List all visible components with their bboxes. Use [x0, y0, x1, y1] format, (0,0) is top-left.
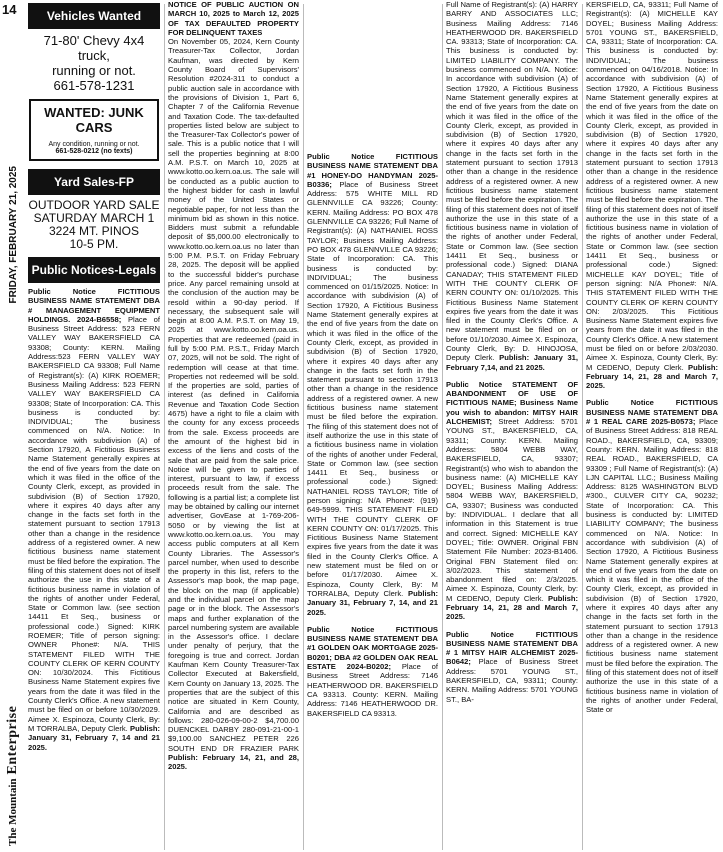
- notice-abandonment-mitsy: [446, 380, 578, 622]
- vehicles-ad-line1: 71-80' Chevy 4x4 truck,: [43, 33, 145, 63]
- yard-sale-line4: 10-5 PM.: [69, 237, 119, 251]
- column-rule: [582, 4, 583, 850]
- notice-fbn-real-care: [586, 398, 718, 714]
- vertical-masthead: [6, 166, 20, 846]
- notice-publish-dates: Publish: January 31, February 7,14, and 21 2025.: [446, 353, 578, 372]
- yard-sale-ad: [26, 199, 162, 251]
- notice-body: Place of Business Street Address: 7146 HEATHERWOOD DR. BAKERSFIELD CA 93313. County: KERN. Mailing Address: 7146 HEATHERWOOD DR. BAKERSFIELD CA 93313.: [307, 662, 438, 718]
- notice-fbn-mitsy: [446, 630, 578, 704]
- column-rule: [303, 4, 304, 850]
- page-number: 14: [2, 2, 17, 17]
- vehicles-wanted-header: Vehicles Wanted: [28, 3, 160, 29]
- vehicles-ad: [26, 33, 162, 93]
- notice-fbn-golden-oak-cont: [446, 0, 578, 372]
- yard-sale-line2: SATURDAY MARCH 1: [33, 211, 155, 225]
- column-2: [166, 0, 301, 852]
- notice-publish-dates: Publish: January 31, February 7, 14, and 21 2025.: [307, 588, 438, 617]
- notice-heading: Public Notice FICTITIOUS BUSINESS NAME STATEMENT DBA # 1 MITSY HAIR ALCHEMIST 2025-B0642;: [446, 629, 578, 667]
- junk-cars-title: WANTED: JUNK CARS: [44, 105, 144, 135]
- notice-fbn-honey-do: [307, 152, 438, 617]
- notice-publish-dates: Publish: February 14, 21, 28 and March 7, 2025.: [586, 362, 718, 391]
- notice-body: On November 05, 2024, Kern County Treasurer-Tax Collector, Jordan Kaufman, was directed by Kern County Board of Supervisors' Resolution #2024-311 to conduct a public auction sale in accordance with the provisions of Division 1, Part 6, Chapter 7 of the California Revenue and Taxation Code. The tax-defaulted properties listed below are subject to the Treasurer-Tax Collector's power of sale. This is a public notice that I will sell the properties beginning at 8:00 A.M. P.S.T. on March 10, 2025 at www.kotto.oo.kern.oa.us. The sale will be conducted as a public auction to the highest bidder for cash in lawful money of the United States or negotiable paper, for not less than the minimum bid as shown in this notice. Bidders must submit a refundable deposit of $5,000.00 electronically to www.kotto.oo.kern.oa.us no later than 5:00 P.M. P.S.T. on Friday February 28, 2025. The deposit will be applied to the successful bidder's purchase price. Any parcel remaining unsold at the conclusion of the auction may be resold within a 90-day period. If necessary, the subsequent sale will begin at 8:00 A.M. P.S.T. on May 19, 2025 at www.kotto.oo.kern.oa.us. Properties that are redeemed (paid in full by 5:00 P.M. P.S.T., Friday March 07, 2025, will not be sold. The right of redemption will cease at that time. Properties not redeemed will be sold. If the properties are sold, parties of interest (as defined in California Revenue and Taxation Code Section 4675) have a right to file a claim with the county for any excess proceeds from the sale. Excess proceeds are the amount of the highest bid in excess of the liens and costs of the sale that are paid from the sale price. Notice will be given to parties of interest, pursuant to law, if excess proceeds result from the sale. The following is a partial list; a complete list may be obtained by calling our internet advertiser, GovEase at 1-769-206-5050 or by viewing the list at www.kotto.oo.kern.oa.us. You may access public computers at all Kern County Libraries. The Assessor's parcel number, when used to describe the property in this list, refers to the Assessor's map book, the map page, the block on the map (if applicable) and the individual parcel on the map page or in the block. The Assessor's maps and further explanation of the parcel numbering system are available in the Assessor's office. I declare under penalty of perjury, that the foregoing is true and correct. Jordan Kaufman Kern County Treasurer-Tax Collector Executed at Bakersfield, Kern County on January 13, 2025. The properties that are the subject of this notice are situated in Kern County, California and are described as follows: 280-026-09-00-2 $4,700.00 DUENCKEL DARBY 280-091-21-00-1 $9,100.00 SANCHEZ PETER 226 SOUTH END DR FRAZIER PARK: [168, 37, 299, 753]
- notice-heading: Public Notice FICTITIOUS BUSINESS NAME STATEMENT DBA # MANAGEMENT EQUIPMENT HOLDINGS. 2024-B6558;: [28, 287, 160, 324]
- notice-public-auction: [168, 0, 299, 772]
- yard-sale-line1: OUTDOOR YARD SALE: [28, 198, 160, 212]
- notice-fbn-mitsy-cont: [586, 0, 718, 390]
- notice-publish-dates: Publish: February 14, 21, and 28, 2025.: [168, 753, 299, 772]
- notice-heading: Public Notice FICTITIOUS BUSINESS NAME STATEMENT DBA # 1 REAL CARE 2025-B0573;: [586, 398, 718, 427]
- public-notices-header: Public Notices-Legals: [28, 257, 160, 283]
- notice-fbn-management-equipment: [28, 287, 160, 752]
- notice-publish-dates: Publish: January 31, February 7, 14 and 21 2025.: [28, 723, 160, 752]
- yard-sales-header: Yard Sales-FP: [28, 169, 160, 195]
- column-rule: [164, 4, 165, 850]
- page-gutter: [0, 0, 24, 852]
- notice-body: KERSFIELD, CA, 93311; Full Name of Registrant(s): (A) MICHELLE KAY DOYEL; Business Mailing Address: 5701 YOUNG ST., BAKERSFIELD, CA, 93311; State of Incorporation: CA. This business is conducted by: INDIVIDUAL; The business commenced on 04/16/2018. Notice: In accordance with subdivision (A) of Section 17920, A Fictitious Business Name Statement generally expires at the end of five years from the date on which it was filed in the office of the County Clerk, except, as provided in subdivision (B) of Section 17920, where it expires 40 days after any change in the facts set forth in the statement pursuant to section 17913 other than a change in the residence address of a registered owner. A new fictitious business name statement must be filed before the expiration. The filing of this statement does not of itself authorize the use in this state of a fictitious business name in violation of the rights of another under Federal, State or Common law. (see section 14411 Et Seq., business or professional code.) Signed: MICHELLE KAY DOYEL; Title of person signing: N/A Phone#: N/A. THIS STATEMENT FILED WITH THE COUNTY CLERK OF KERN COUNTY ON: 2/03/2025. This Fictitious Business Name Statement expires five years from the date it was filed in the County Clerk's Office. A new statement must be filed on or before 2/03/2030. Aimee X. Espinoza, County Clerk, By: M CEDENO, Deputy Clerk.: [586, 0, 718, 372]
- notice-heading: Public Notice FICTITIOUS BUSINESS NAME STATEMENT DBA #1 GOLDEN OAK MORTGAGE 2025-B0201; DBA #2 GOLDEN OAK REAL ESTATE 2024-B0202;: [307, 624, 438, 672]
- notice-publish-dates: Publish: February 14, 21, 28 and March 7, 2025.: [446, 593, 578, 622]
- masthead-name: Enterprise: [5, 705, 20, 775]
- notice-body: Full Name of Registrant(s): (A) HARRY BARRY AND ASSOCIATES LLC; Business Mailing Address: 7146 HEATHERWOOD DR. BAKERSFIELD CA. 93313; State of Incorporation: CA. This business is conducted by: LIMITED LIABILITY COMPANY. The business commenced on N/A. Notice: In accordance with subdivision (A) of Section 17920, A Fictitious Business Name Statement generally expires at the end of five years from the date on which it was filed in the office of the County Clerk, except, as provided in subdivision (B) of Section 17920, where it expires 40 days after any change in the facts set forth in the statement pursuant to section 17913 other than a change in the residence address of a registered owner. A new fictitious business name statement must be filed before the expiration. The filing of this statement does not of itself authorize the use in this state of a fictitious business name in violation of the rights of another under Federal, State or Common law. (See section 14411 Et Seq., business or professional code.) Signed: DIANA CANADAY; THIS STATEMENT FILED WITH THE COUNTY CLERK OF KERN COUNTY ON: 01/10/2025. This Fictitious Business Name Statement expires five years from the date it was filed in the County Clerk's Office. A new statement must be filed on or before 01/10/2030. Aimee X. Espinoza, County Clerk, By: D. HINOJOSA, Deputy Clerk.: [446, 0, 578, 363]
- vehicles-ad-phone: 661-578-1231: [53, 78, 135, 93]
- issue-date: FRIDAY, FEBRUARY 21, 2025: [7, 166, 19, 304]
- column-3: [305, 0, 440, 852]
- notice-body: Place of Business Street Address: 5701 YOUNG ST., BAKERSFIELD, CA, 93311; County: KERN. Mailing Address: 5701 YOUNG ST., BA-: [446, 657, 578, 704]
- vehicles-ad-line2: running or not.: [52, 63, 136, 78]
- notice-body: Place of Business Street Address: 818 REAL ROAD., BAKERSFIELD, CA, 93309; County: KERN. Mailing Address: 818 REAL ROAD., BAKERSFIELD, CA 93309 ; Full Name of Registrant(s): (A) LJN CAPITAL LLC.; Business Mailing Address: 8125 WASHINGTON BLVD #300., CULVER CITY CA, 90232; State of Incorporation: CA. This business is conducted by: LIMITED LIABILITY COMPANY; The business commenced on N/A. Notice: In accordance with subdivision (A) of Section 17920, A Fictitious Business Name Statement generally expires at the end of five years from the date on which it was filed in the office of the County Clerk, except, as provided in subdivision (B) of Section 17920, where it expires 40 days after any change in the facts set forth in the statement pursuant to section 17913 other than a change in the residence address of a registered owner. A new fictitious business name statement must be filed before the expiration. The filing of this statement does not of itself authorize the use in this state of a fictitious business name in violation of the rights of another under Federal, State or: [586, 417, 718, 715]
- notice-fbn-golden-oak: [307, 625, 438, 718]
- notice-body: Street Address: 5701 YOUNG ST., BAKERSFIELD, CA, 93311; County: KERN. Mailing Address: 5804 WEBB WAY, BAKERSFIELD, CA, 93307; Registrant(s) who wish to abandon the business name: (A) MICHELLE KAY DOYEL; Business Mailing Address: 5804 WEBB WAY, BAKERSFIELD, CA, 93307; Business was conducted by: INDIVIDUAL. I declare that all information in this Statement is true and correct. Signed: MICHELLE KAY DOYEL; Title: OWNER. Original FBN Statement File Number: 2023-B1406. Original FBN Statement filed on: 3/02/2023. This statement of abandonment filed on: 2/3/2025. Aimee X. Espinoza, County Clerk, by: M CEDENO, Deputy Clerk.: [446, 417, 578, 603]
- column-5: [584, 0, 720, 852]
- masthead-prefix: The Mountain: [7, 778, 19, 846]
- notice-heading: NOTICE OF PUBLIC AUCTION ON MARCH 10, 2025 to March 12, 2025 OF TAX DEFAULTED PROPERTY FOR DELINQUENT TAXES: [168, 0, 299, 37]
- junk-cars-ad: [29, 99, 159, 161]
- notice-heading: Public Notice STATEMENT OF ABANDONMENT OF USE OF FICTITIOUS NAME; Business Name you wish to abandon: MITSY HAIR ALCHEMIST;: [446, 379, 578, 427]
- column-rule: [442, 4, 443, 850]
- notice-body: Place of Business Street Address: 523 FERN VALLEY WAY BAKERSFIELD CA 93308; County: KERN. Mailing Address:523 FERN VALLEY WAY BAKERSFIELD CA 93308; Full Name of Registrant(s): (A) KIRK ROEMER; Business Mailing Address: 523 FERN VALLEY WAY BAKERSFIELD CA 93308; State of Incorporation: CA. This business is conducted by: INDIVIDUAL; The business commenced on N/A. Notice: In accordance with subdivision (A) of Section 17920, A Fictitious Business Name Statement generally expires at the end of five years from the date on which it was filed in the office of the County Clerk, except, as provided in subdivision (B) of Section 17920, where it expires 40 days after any change in the facts set forth in the statement pursuant to section 17913 other than a change in the residence address of a registered owner. A new fictitious business name statement must be filed before the expiration. The filing of this statement does not of itself authorize the use in this state of a fictitious business name in violation of the rights of another under Federal, State or Common law. (see section 14411 Et Seq., business or professional code.) Signed: KIRK ROEMER; Title of person signing: OWNER Phone#: N/A. THIS STATEMENT FILED WITH THE COUNTY CLERK OF KERN COUNTY ON: 10/30/2024. This Fictitious Business Name Statement expires five years from the date it was filed in the County Clerk's Office. A new statement must be filed on or before 10/30/2029. Aimee X. Espinoza, County Clerk, By: M TORRALBA, Deputy Clerk.: [28, 314, 160, 733]
- column-1: [26, 0, 162, 852]
- column-4: [444, 0, 580, 852]
- yard-sale-line3: 3224 MT. PINOS: [48, 224, 140, 238]
- notice-body: Place of Business Street Address: 575 WHITE MILL RD GLENNVILLE CA 93226; County: KERN. Mailing Address: PO BOX 478 GLENNVILLE CA 93226; Full Name of Registrant(s): (A) NATHANIEL ROSS TAYLOR; Business Mailing Address: PO BOX 478 GLENNVILLE CA 93226; State of Incorporation: CA. This business is conducted by: INDIVIDUAL; The business commenced on 01/15/2025. Notice: In accordance with subdivision (A) of Section 17920, A Fictitious Business Name Statement generally expires at the end of five years from the date on which it was filed in the office of the County Clerk, except, as provided in subdivision (B) of Section 17920, where it expires 40 days after any change in the facts set forth in the statement pursuant to section 17913 other than a change in the residence address of a registered owner. A new fictitious business name statement must be filed before the expiration. The filing of this statement does not of itself authorize the use in this state of a fictitious business name in violation of the rights of another under Federal, State or Common law. (see section 14411 Et Seq., business or professional code.) Signed: NATHANIEL ROSS TAYLOR; Title of person signing: N/A Phone#: (919) 649-5999. THIS STATEMENT FILED WITH THE COUNTY CLERK OF KERN COUNTY ON: 01/17/2025. This Fictitious Business Name Statement expires five years from the date it was filed in the County Clerk's Office. A new statement must be filed on or before 01/17/2030. Aimee X. Espinoza, County Clerk, By: M TORRALBA, Deputy Clerk.: [307, 179, 438, 598]
- junk-cars-phone: 661-528-0212 (no texts): [55, 148, 133, 155]
- notice-heading: Public Notice FICTITIOUS BUSINESS NAME STATEMENT DBA #1 HONEY-DO HANDYMAN 2025-B0336;: [307, 152, 438, 189]
- junk-cars-sub: Any condition, running or not.: [48, 141, 140, 148]
